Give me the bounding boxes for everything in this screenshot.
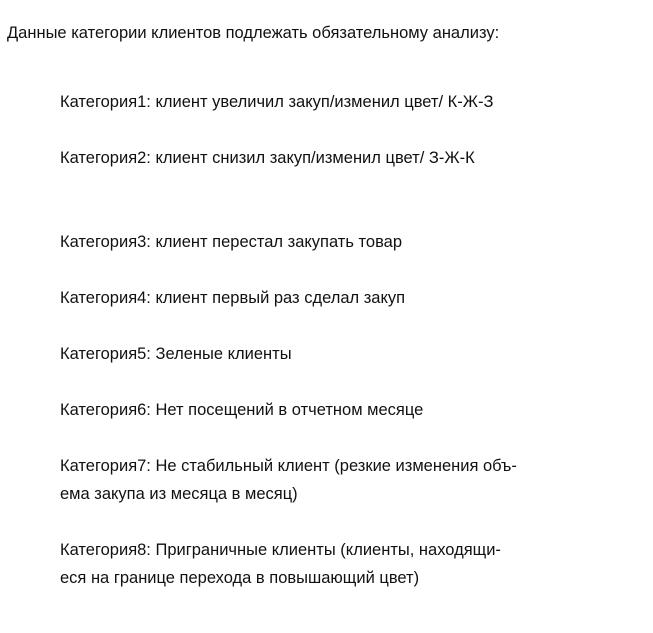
category-5: Категория5: Зеленые клиенты bbox=[60, 345, 292, 363]
category-7-line-2: ема закупа из месяца в месяц) bbox=[60, 485, 298, 503]
document-heading: Данные категории клиентов подлежать обязательному анализу: bbox=[7, 24, 500, 42]
category-8-line-2: еся на границе перехода в повышающий цвет) bbox=[60, 569, 420, 587]
category-4: Категория4: клиент первый раз сделал закуп bbox=[60, 289, 406, 307]
category-2: Категория2: клиент снизил закуп/изменил цвет/ З-Ж-К bbox=[60, 149, 475, 167]
category-1: Категория1: клиент увеличил закуп/изменил цвет/ К-Ж-З bbox=[60, 93, 494, 111]
category-7-line-1: Категория7: Не стабильный клиент (резкие изменения объ- bbox=[60, 457, 517, 475]
category-8-line-1: Категория8: Приграничные клиенты (клиенты, находящи- bbox=[60, 541, 501, 559]
category-6: Категория6: Нет посещений в отчетном месяце bbox=[60, 401, 424, 419]
category-3: Категория3: клиент перестал закупать товар bbox=[60, 233, 402, 251]
